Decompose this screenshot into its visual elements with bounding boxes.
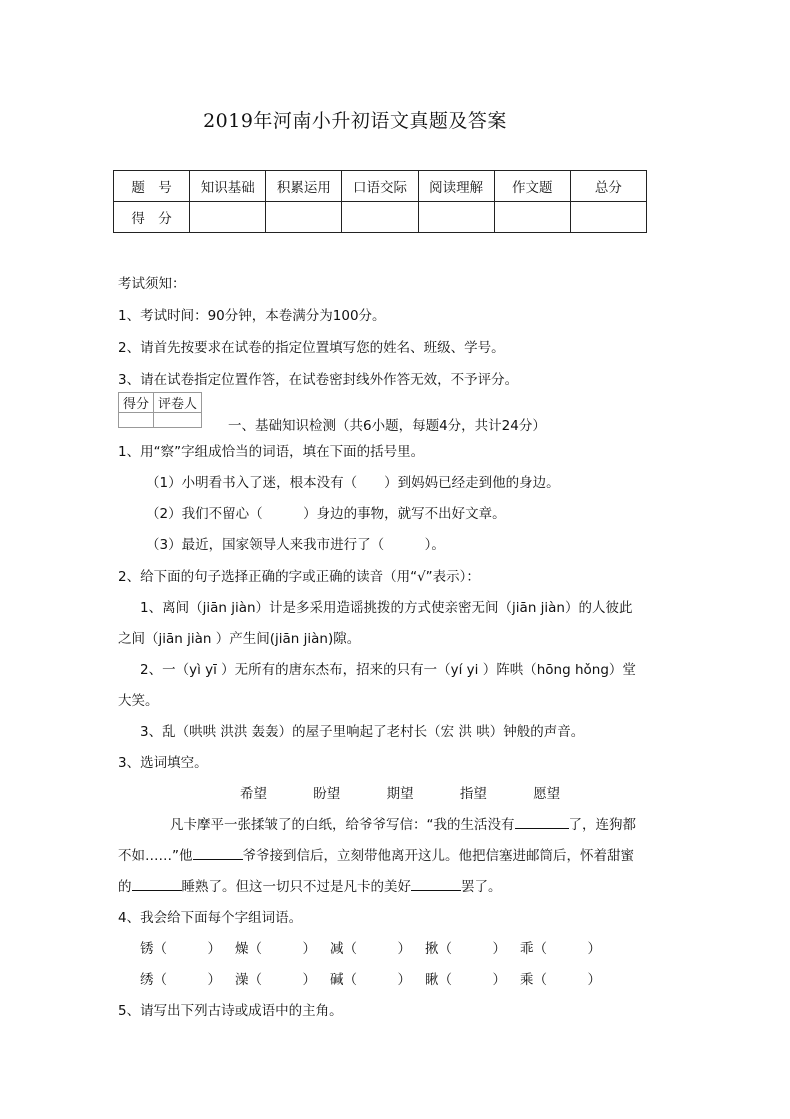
word-bank bbox=[240, 782, 602, 802]
word-option: 希望 bbox=[240, 786, 267, 802]
question-sentence: 之间（jiān jiàn ）产生间(jiān jiàn)隙。 bbox=[118, 631, 361, 647]
score-table-cell: 阅读理解 bbox=[418, 171, 494, 202]
score-table-cell: 口语交际 bbox=[342, 171, 418, 202]
grader-score-label: 得分 bbox=[119, 393, 154, 413]
char-item[interactable]: 锈（ ） bbox=[140, 941, 221, 957]
passage-text: 睡熟了。但这一切只不过是凡卡的美好 bbox=[181, 879, 411, 895]
question-stem: 4、我会给下面每个字组词语。 bbox=[118, 910, 303, 926]
word-option: 期望 bbox=[386, 786, 414, 802]
fill-blank[interactable] bbox=[132, 876, 182, 891]
passage-text: 罢了。 bbox=[461, 879, 502, 895]
word-option: 盼望 bbox=[313, 786, 341, 802]
char-item[interactable]: 瞅（ ） bbox=[425, 972, 506, 988]
word-option: 指望 bbox=[459, 786, 487, 802]
page-title: 2019年河南小升初语文真题及答案 bbox=[203, 110, 507, 132]
char-item[interactable]: 乖（ ） bbox=[520, 941, 601, 957]
score-input-cell[interactable] bbox=[418, 202, 494, 233]
passage-text: 的 bbox=[118, 879, 132, 895]
score-table-header-row bbox=[114, 171, 647, 202]
grader-score-input[interactable] bbox=[119, 413, 154, 428]
question-stem: 5、请写出下列古诗或成语中的主角。 bbox=[118, 1003, 343, 1019]
score-row-label: 得 分 bbox=[114, 202, 190, 233]
grader-name-input[interactable] bbox=[154, 413, 202, 428]
char-item[interactable]: 减（ ） bbox=[330, 941, 411, 957]
word-option: 愿望 bbox=[533, 786, 561, 802]
grader-name-label: 评卷人 bbox=[154, 393, 202, 413]
question-sentence: 1、离间（jiān jiàn）计是多采用造谣挑拨的方式使亲密无间（jiān jiàn）的人彼此 bbox=[140, 600, 633, 616]
passage-line bbox=[118, 875, 502, 895]
fill-blank[interactable] bbox=[193, 845, 243, 860]
score-input-cell[interactable] bbox=[570, 202, 646, 233]
question-item: （2）我们不留心（ ）身边的事物，就写不出好文章。 bbox=[146, 506, 506, 522]
question-item: （1）小明看书入了迷，根本没有（ ）到妈妈已经走到他的身边。 bbox=[146, 475, 560, 491]
char-row bbox=[140, 968, 615, 988]
section-title: 一、基础知识检测（共6小题，每题4分，共计24分） bbox=[228, 418, 546, 434]
score-table-cell: 作文题 bbox=[494, 171, 570, 202]
score-table-score-row bbox=[114, 202, 647, 233]
question-stem: 3、选词填空。 bbox=[118, 755, 208, 771]
fill-blank[interactable] bbox=[411, 876, 461, 891]
char-row bbox=[140, 937, 615, 957]
score-table bbox=[113, 170, 647, 233]
passage-line bbox=[118, 844, 634, 864]
passage-text: 爷爷接到信后，立刻带他离开这儿。他把信塞进邮筒后，怀着甜蜜 bbox=[242, 848, 634, 864]
char-item[interactable]: 绣（ ） bbox=[140, 972, 221, 988]
score-table-cell: 积累运用 bbox=[266, 171, 342, 202]
score-input-cell[interactable] bbox=[494, 202, 570, 233]
score-input-cell[interactable] bbox=[190, 202, 266, 233]
question-stem: 1、用“察”字组成恰当的词语，填在下面的括号里。 bbox=[118, 444, 425, 460]
char-item[interactable]: 碱（ ） bbox=[330, 972, 411, 988]
char-item[interactable]: 燥（ ） bbox=[235, 941, 316, 957]
char-item[interactable]: 揪（ ） bbox=[425, 941, 506, 957]
question-item: （3）最近，国家领导人来我市进行了（ ）。 bbox=[146, 537, 445, 553]
char-item[interactable]: 乘（ ） bbox=[520, 972, 601, 988]
score-input-cell[interactable] bbox=[266, 202, 342, 233]
char-item[interactable]: 澡（ ） bbox=[235, 972, 316, 988]
fill-blank[interactable] bbox=[515, 814, 569, 829]
score-table-cell: 总分 bbox=[570, 171, 646, 202]
score-table-cell: 知识基础 bbox=[190, 171, 266, 202]
notice-item: 3、请在试卷指定位置作答，在试卷密封线外作答无效，不予评分。 bbox=[118, 372, 519, 388]
score-table-cell: 题 号 bbox=[114, 171, 190, 202]
question-sentence: 3、乱（哄哄 洪洪 轰轰）的屋子里响起了老村长（宏 洪 哄）钟般的声音。 bbox=[140, 724, 585, 740]
passage-line bbox=[170, 813, 636, 833]
grader-box bbox=[118, 392, 202, 428]
passage-text: 凡卡摩平一张揉皱了的白纸，给爷爷写信：“我的生活没有 bbox=[170, 817, 515, 833]
notice-heading: 考试须知： bbox=[118, 276, 186, 292]
question-sentence: 大笑。 bbox=[118, 693, 159, 709]
passage-text: 了，连狗都 bbox=[568, 817, 636, 833]
notice-item: 1、考试时间：90分钟，本卷满分为100分。 bbox=[118, 308, 386, 324]
question-stem: 2、给下面的句子选择正确的字或正确的读音（用“√”表示）： bbox=[118, 569, 480, 585]
notice-item: 2、请首先按要求在试卷的指定位置填写您的姓名、班级、学号。 bbox=[118, 340, 505, 356]
passage-text: 不如……”他 bbox=[118, 848, 193, 864]
question-sentence: 2、一（yì yī ）无所有的唐东杰布，招来的只有一（yí yi ）阵哄（hōng hǒng）堂 bbox=[140, 662, 636, 678]
score-input-cell[interactable] bbox=[342, 202, 418, 233]
